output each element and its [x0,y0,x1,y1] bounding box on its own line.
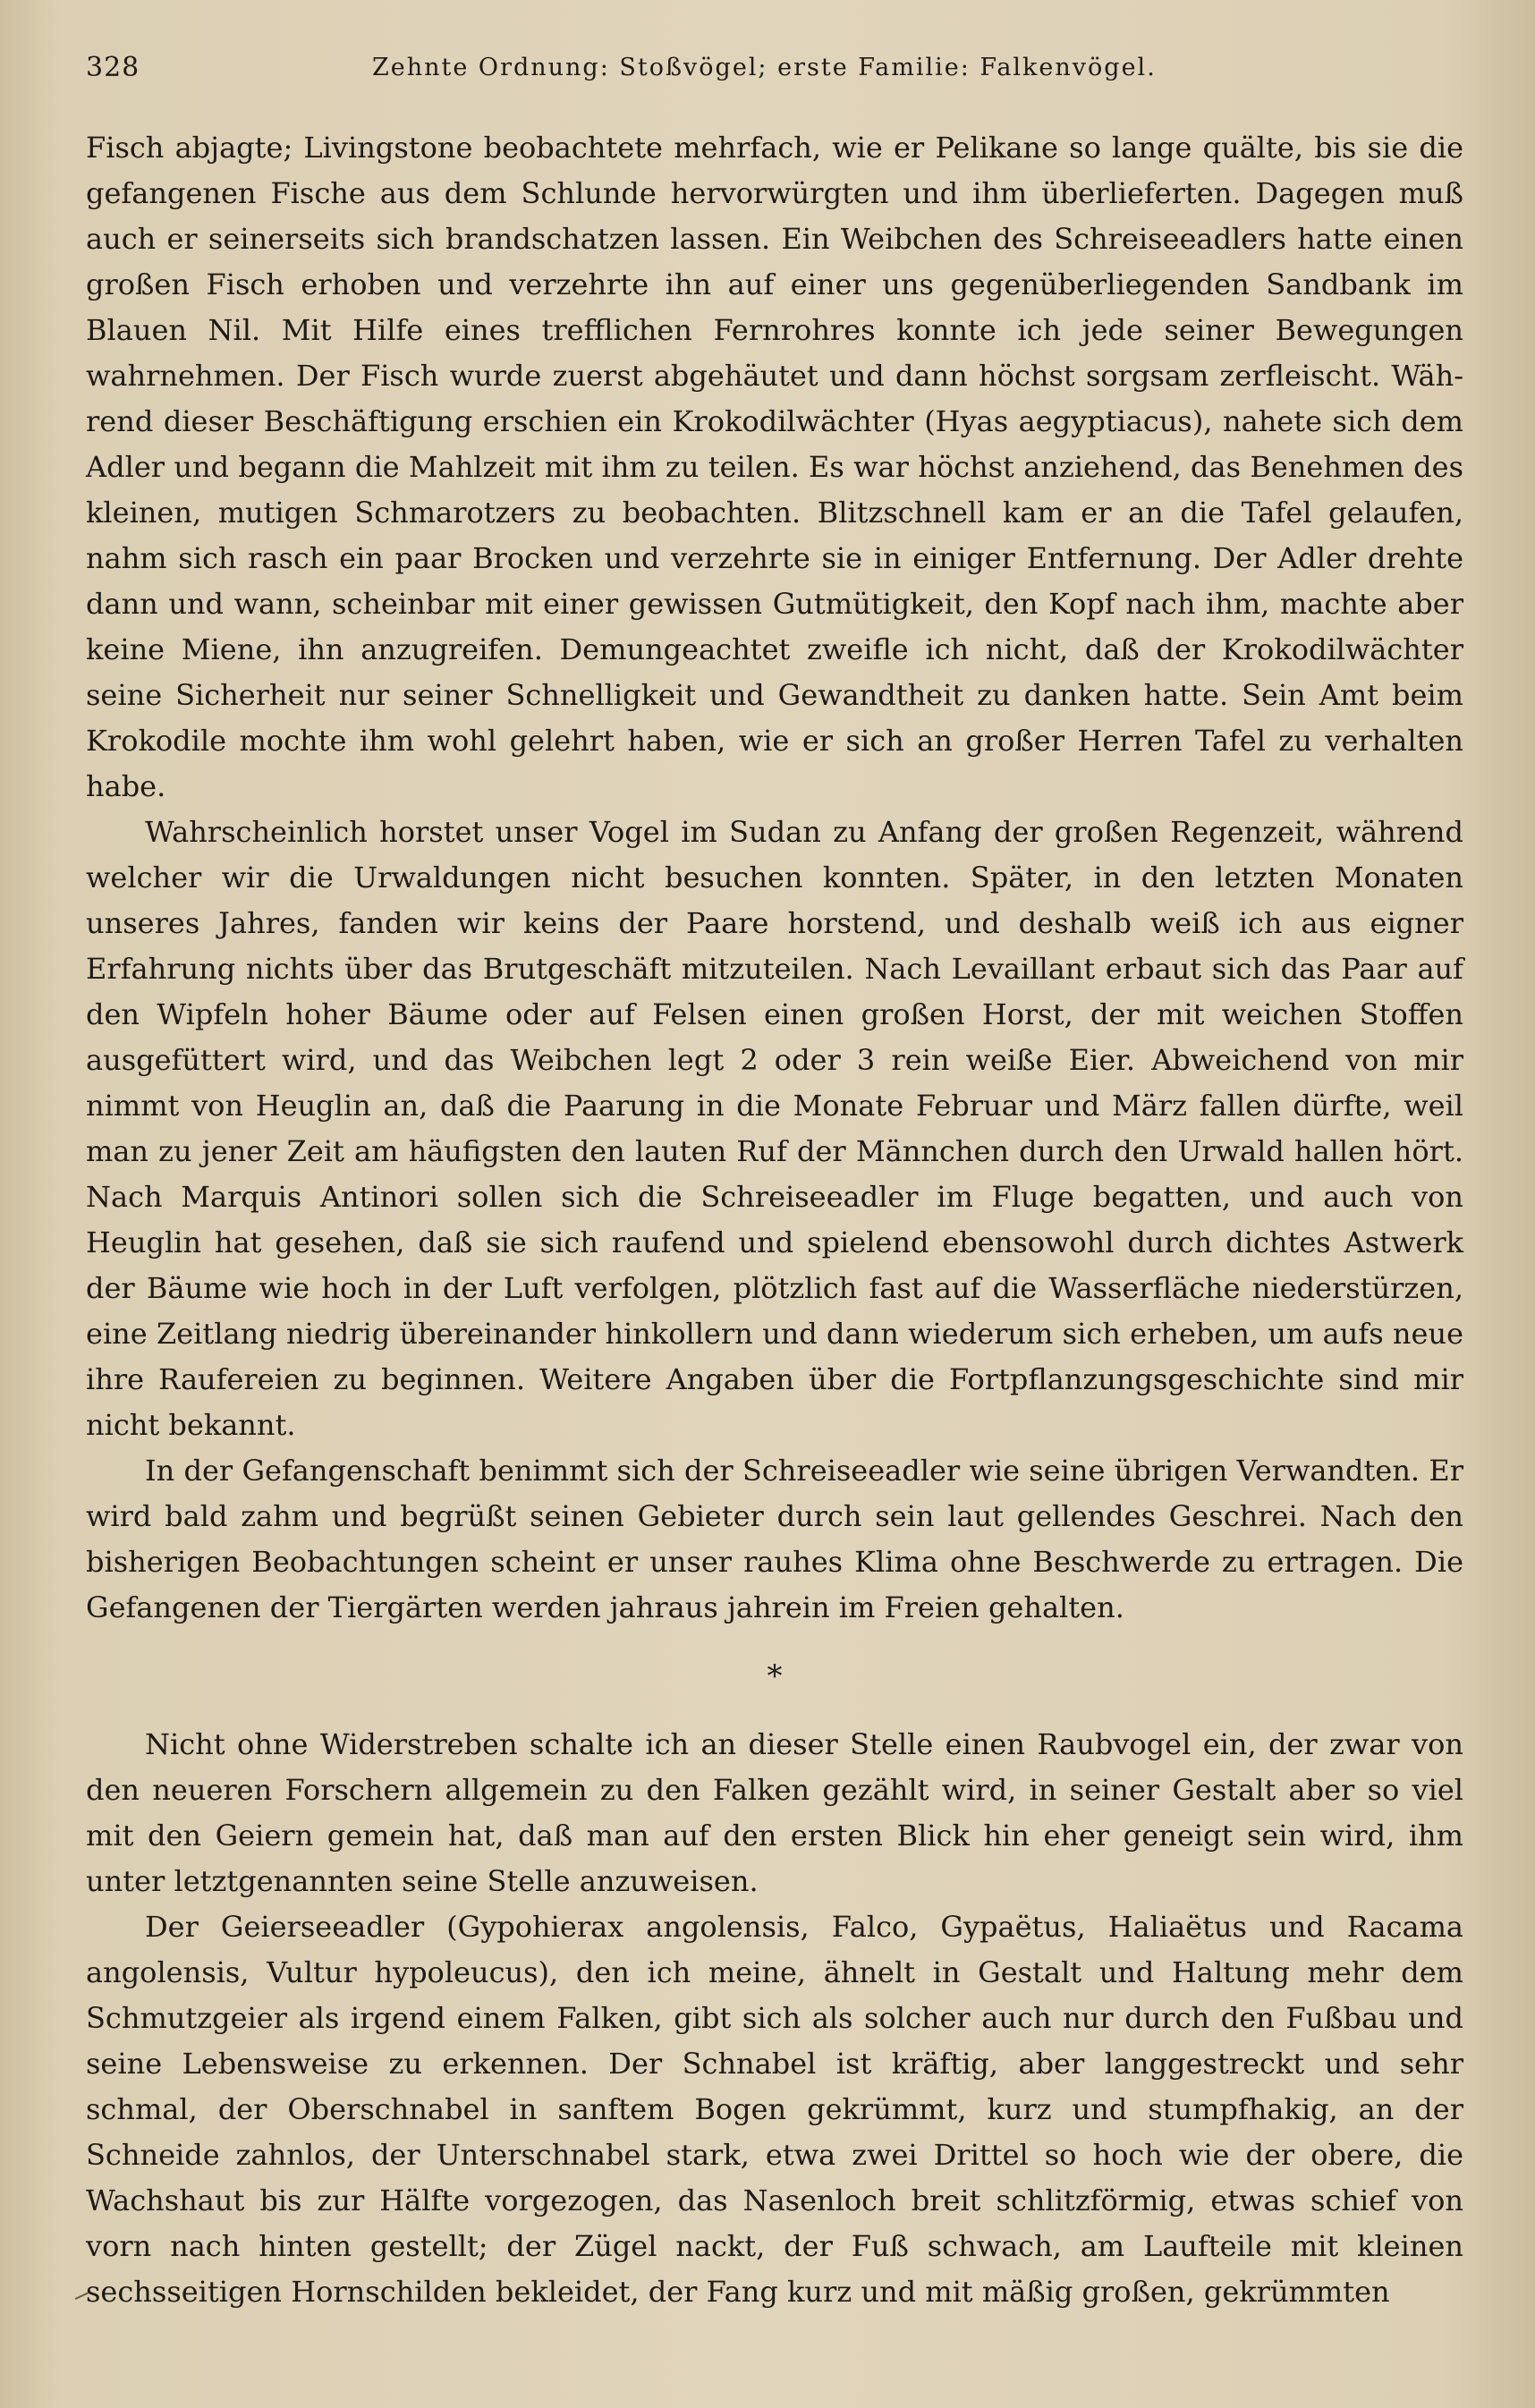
section-separator: * [767,1658,783,1694]
paragraph-3: In der Gefangenschaft benimmt sich der Schreiseeadler wie seine übrigen Verwandten. Er wird bald zahm und begrüßt seinen Gebieter durch sein laut gellendes Geschrei. Nach den bisherigen Beobachtungen scheint er unser rauhes Klima ohne Beschwerde zu ertragen. Die Gefangenen der Tiergärten werden jahraus jahrein im Freien gehalten. [86,1454,1463,1624]
paragraph-5: Der Geierseeadler (Gypohierax angolensis, Falco, Gypaëtus, Haliaëtus und Racama angolensis, Vultur hypoleucus), den ich meine, ähnelt in Gestalt und Haltung mehr dem Schmutzgeier als irgend einem Falken, gibt sich als solcher auch nur durch den Fußbau und seine Lebensweise zu erkennen. Der Schnabel ist kräftig, aber langgestreckt und sehr schmal, der Oberschnabel in sanftem Bogen gekrümmt, kurz und stumpfhakig, an der Schneide zahnlos, der Unterschnabel stark, etwa zwei Drittel so hoch wie der obere, die Wachshaut bis zur Hälfte vorgezogen, das Nasenloch breit schlitzförmig, etwas schief von vorn nach hinten gestellt; der Zügel nackt, der Fuß schwach, am Laufteile mit kleinen sechsseitigen Hornschilden bekleidet, der Fang kurz und mit mäßig großen, gekrümmten [86,1910,1463,2309]
paragraph-1: Fisch abjagte; Livingstone beobachtete mehrfach, wie er Pelikane so lange quälte, bis sie die gefangenen Fische aus dem Schlunde hervorwürgten und ihm überlieferten. Dagegen muß auch er seinerseits sich brandschatzen lassen. Ein Weibchen des Schreiseeadlers hatte einen großen Fisch erhoben und verzehrte ihn auf einer uns gegenüberliegenden Sandbank im Blauen Nil. Mit Hilfe eines trefflichen Fernrohres konnte ich jede seiner Bewegungen wahrnehmen. Der Fisch wurde zuerst abgehäutet und dann höchst sorgsam zerfleischt. Während dieser Beschäftigung erschien ein Krokodilwächter (Hyas aegyptiacus), nahete sich dem Adler und begann die Mahlzeit mit ihm zu teilen. Es war höchst anziehend, das Benehmen des kleinen, mutigen Schmarotzers zu beobachten. Blitzschnell kam er an die Tafel gelaufen, nahm sich rasch ein paar Brocken und verzehrte sie in einiger Entfernung. Der Adler drehte dann und wann, scheinbar mit einer gewissen Gutmütigkeit, den Kopf nach ihm, machte aber keine Miene, ihn anzugreifen. Demungeachtet zweifle ich nicht, daß der Krokodilwächter seine Sicherheit nur seiner Schnelligkeit und Gewandtheit zu danken hatte. Sein Amt beim Krokodile mochte ihm wohl gelehrt haben, wie er sich an großer Herren Tafel zu verhalten habe. [86,131,1463,803]
paragraph-4: Nicht ohne Widerstreben schalte ich an dieser Stelle einen Raubvogel ein, der zwar von den neueren Forschern allgemein zu den Falken gezählt wird, in seiner Gestalt aber so viel mit den Geiern gemein hat, daß man auf den ersten Blick hin eher geneigt sein wird, ihm unter letztgenannten seine Stelle anzuweisen. [86,1727,1463,1898]
running-header [86,52,1463,91]
body-text [86,125,1463,2315]
paragraph-2: Wahrscheinlich horstet unser Vogel im Sudan zu Anfang der großen Regenzeit, während welcher wir die Urwaldungen nicht besuchen konnten. Später, in den letzten Monaten unseres Jahres, fanden wir keins der Paare horstend, und deshalb weiß ich aus eigner Erfahrung nichts über das Brutgeschäft mitzuteilen. Nach Levaillant erbaut sich das Paar auf den Wipfeln hoher Bäume oder auf Felsen einen großen Horst, der mit weichen Stoffen ausgefüttert wird, und das Weibchen legt 2 oder 3 rein weiße Eier. Abweichend von mir nimmt von Heuglin an, daß die Paarung in die Monate Februar und März fallen dürfte, weil man zu jener Zeit am häufigsten den lauten Ruf der Männchen durch den Urwald hallen hört. Nach Marquis Antinori sollen sich die Schreiseeadler im Fluge begatten, und auch von Heuglin hat gesehen, daß sie sich raufend und spielend ebensowohl durch dichtes Astwerk der Bäume wie hoch in der Luft verfolgen, plötzlich fast auf die Wasserfläche niederstürzen, eine Zeitlang niedrig übereinander hinkollern und dann wiederum sich erheben, um aufs neue ihre Raufereien zu beginnen. Weitere Angaben über die Fortpflanzungsgeschichte sind mir nicht bekannt. [86,815,1463,1442]
running-title: Zehnte Ordnung: Stoßvögel; erste Familie: Falkenvögel. [372,54,1157,81]
page-number: 328 [86,52,140,83]
